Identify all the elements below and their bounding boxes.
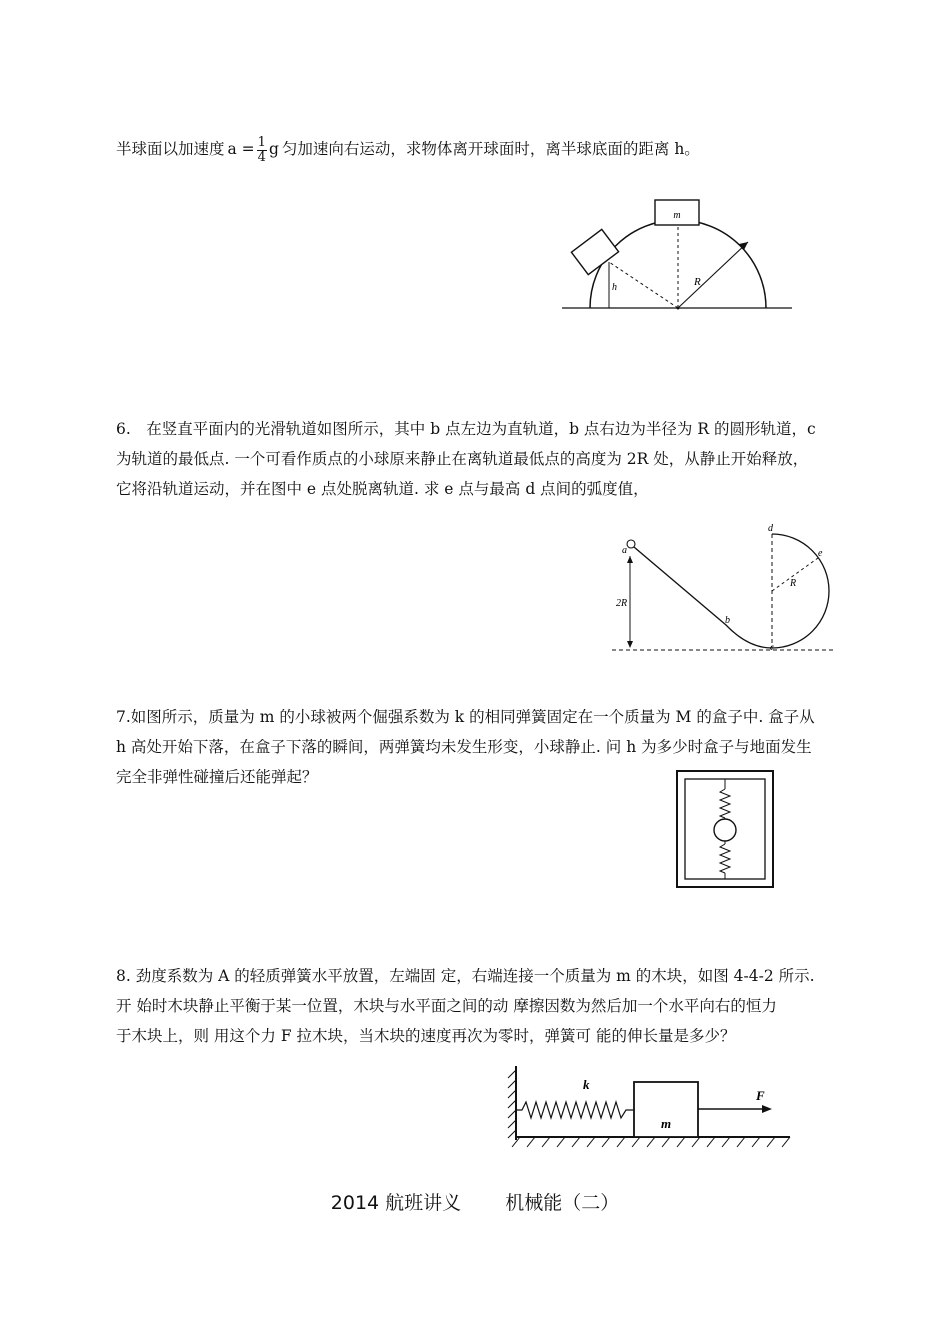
- q7-line1: 7.如图所示，质量为 m 的小球被两个倔强系数为 k 的相同弹簧固定在一个质量为 M 的盒子中. 盒子从: [116, 708, 815, 726]
- label-F: F: [756, 1088, 765, 1103]
- q6-line2: 为轨道的最低点. 一个可看作质点的小球原来静止在离轨道最低点的高度为 2R 处，从静止开始释放，: [116, 450, 809, 468]
- q7-line3: 完全非弹性碰撞后还能弹起？: [116, 768, 318, 786]
- q5-text: [116, 134, 856, 165]
- spring-block-figure: [500, 1058, 800, 1158]
- height-arrowhead-down: [627, 641, 633, 648]
- radius-arrow: [678, 242, 748, 308]
- block-side: [571, 229, 618, 274]
- label-a: a: [622, 545, 627, 556]
- q5-before: 半球面以加速度: [116, 140, 225, 158]
- label-h: h: [612, 282, 617, 293]
- floor-hatch: [512, 1137, 790, 1147]
- label-R: R: [790, 578, 797, 589]
- spring-top: [720, 789, 730, 818]
- q5-frac-num: 1: [257, 134, 266, 150]
- incline-track: [634, 547, 772, 648]
- q5-after: 匀加速向右运动，求物体离开球面时，离半球底面的距离 h。: [281, 140, 700, 158]
- spring: [516, 1102, 634, 1118]
- q7-line2: h 高处开始下落，在盒子下落的瞬间，两弹簧均未发生形变，小球静止. 问 h 为多少时盒子与地面发生: [116, 738, 812, 756]
- q5-frac-den: 4: [257, 149, 266, 165]
- label-e: e: [818, 548, 823, 559]
- q5-a-eq: a =: [227, 140, 255, 158]
- center-point: [677, 307, 680, 310]
- label-2R: 2R: [616, 598, 628, 609]
- label-c: c: [770, 642, 774, 652]
- label-R: R: [694, 276, 701, 288]
- q8-line1: 8. 劲度系数为 A 的轻质弹簧水平放置，左端固 定，右端连接一个质量为 m 的木块，如图 4-4-2 所示.: [116, 967, 815, 985]
- q6-line1: 6. 在竖直平面内的光滑轨道如图所示，其中 b 点左边为直轨道，b 点右边为半径为 R 的圆形轨道，c: [116, 420, 816, 438]
- q8-line2: 开 始时木块静止平衡于某一位置，木块与水平面之间的动 摩擦因数为然后加一个水平向右的恒力: [116, 997, 777, 1015]
- spring-bottom: [720, 844, 730, 873]
- q6-line3: 它将沿轨道运动，并在图中 e 点处脱离轨道. 求 e 点与最高 d 点间的弧度值，: [116, 480, 649, 498]
- footer-right: 机械能（二）: [505, 1192, 620, 1214]
- q5-g: g: [268, 140, 279, 158]
- label-d: d: [768, 523, 773, 534]
- box-spring-figure: [674, 768, 776, 890]
- dashed-radius: [609, 262, 678, 308]
- label-m: m: [661, 1116, 672, 1131]
- q5-fraction: [257, 136, 267, 165]
- label-k: k: [583, 1077, 590, 1092]
- force-arrowhead: [762, 1105, 772, 1113]
- hemisphere-figure: [560, 190, 800, 320]
- q6-text: [116, 414, 856, 504]
- ball: [627, 540, 635, 548]
- label-m: m: [673, 210, 681, 221]
- label-b: b: [725, 615, 730, 626]
- footer-title: [0, 1188, 950, 1215]
- footer-left: 2014 航班讲义: [330, 1192, 462, 1214]
- wall-hatch: [508, 1070, 516, 1138]
- q8-text: [116, 961, 856, 1051]
- ball: [714, 819, 736, 841]
- track-figure: [605, 518, 845, 658]
- q8-line3: 于木块上，则 用这个力 F 拉木块，当木块的速度再次为零时，弹簧可 能的伸长量是多少？: [116, 1027, 736, 1045]
- height-arrowhead-up: [627, 556, 633, 563]
